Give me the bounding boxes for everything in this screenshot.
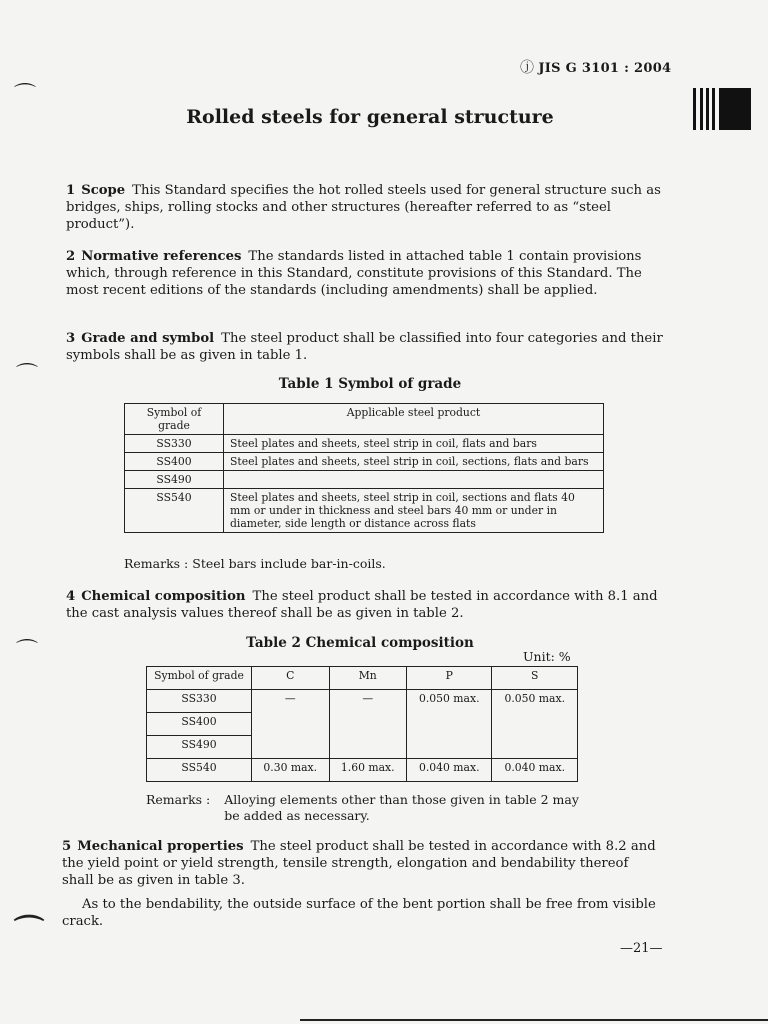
table-row: SS400 [147, 713, 578, 736]
table-row: SS490 [147, 736, 578, 759]
table2-remarks: Remarks : Alloying elements other than those given in table 2 may be added as necessary. [146, 792, 579, 823]
table2-unit: Unit: % [523, 649, 571, 664]
section-chemical-composition: 4 Chemical composition The steel product shall be tested in accordance with 8.1 and the cast analysis values thereof shall be as given in table 2. [66, 589, 658, 621]
section-scope: 1 Scope This Standard specifies the hot rolled steels used for general structure such as bridges, ships, rolling stocks and other structures (hereafter referred to as “steel product”). [66, 183, 661, 232]
table-row: SS540 Steel plates and sheets, steel strip in coil, sections and flats 40 mm or under in thickness and steel bars 40 mm or under in diameter, side length or distance across flats [125, 489, 604, 533]
standard-header [520, 57, 671, 77]
table-row: SS490 [125, 471, 604, 489]
table-header-row: Symbol of grade C Mn P S [147, 667, 578, 690]
margin-mark-icon: ⌒ [16, 363, 39, 388]
bottom-rule [300, 1019, 768, 1021]
table-header-cell: Symbol of grade [125, 404, 224, 435]
paragraph-bendability: As to the bendability, the outside surface of the bent portion shall be free from visible crack. [62, 897, 656, 929]
table-row: SS330 — — 0.050 max. 0.050 max. [147, 690, 578, 713]
table-row: SS330 Steel plates and sheets, steel strip in coil, flats and bars [125, 435, 604, 453]
table1-caption: Table 1 Symbol of grade [278, 376, 462, 392]
section-mechanical-properties: 5 Mechanical properties The steel product shall be tested in accordance with 8.2 and the yield point or yield strength, tensile strength, elongation and bendability thereof shall be as given in table 3. [62, 839, 656, 888]
margin-mark-icon: ⌒ [14, 914, 44, 949]
section-grade-and-symbol: 3 Grade and symbol The steel product shall be classified into four categories and their symbols shall be as given in table 1. [66, 331, 663, 363]
table-row: SS400 Steel plates and sheets, steel strip in coil, sections, flats and bars [125, 453, 604, 471]
table-symbol-of-grade [124, 403, 604, 533]
margin-mark-icon: ⌒ [16, 639, 39, 664]
table-header-row [125, 404, 604, 435]
jis-seal-icon: ⓙ [520, 60, 535, 76]
margin-mark-icon: ⌒ [14, 83, 37, 108]
table2-caption: Table 2 Chemical composition [246, 635, 474, 651]
standard-number: JIS G 3101 : 2004 [538, 61, 672, 76]
table1-remarks: Remarks : Steel bars include bar-in-coils. [124, 556, 386, 571]
page-number: —21— [620, 941, 663, 956]
page-title: Rolled steels for general structure [186, 106, 554, 128]
section-normative-references: 2 Normative references The standards listed in attached table 1 contain provisions which, through reference in this Standard, constitute provisions of this Standard. The most recent editions of the standards (including amendments) shall be applied. [66, 249, 642, 298]
table-chemical-composition [146, 666, 578, 782]
table-header-cell: Applicable steel product [224, 404, 604, 435]
table-row: SS540 0.30 max. 1.60 max. 0.040 max. 0.040 max. [147, 759, 578, 782]
